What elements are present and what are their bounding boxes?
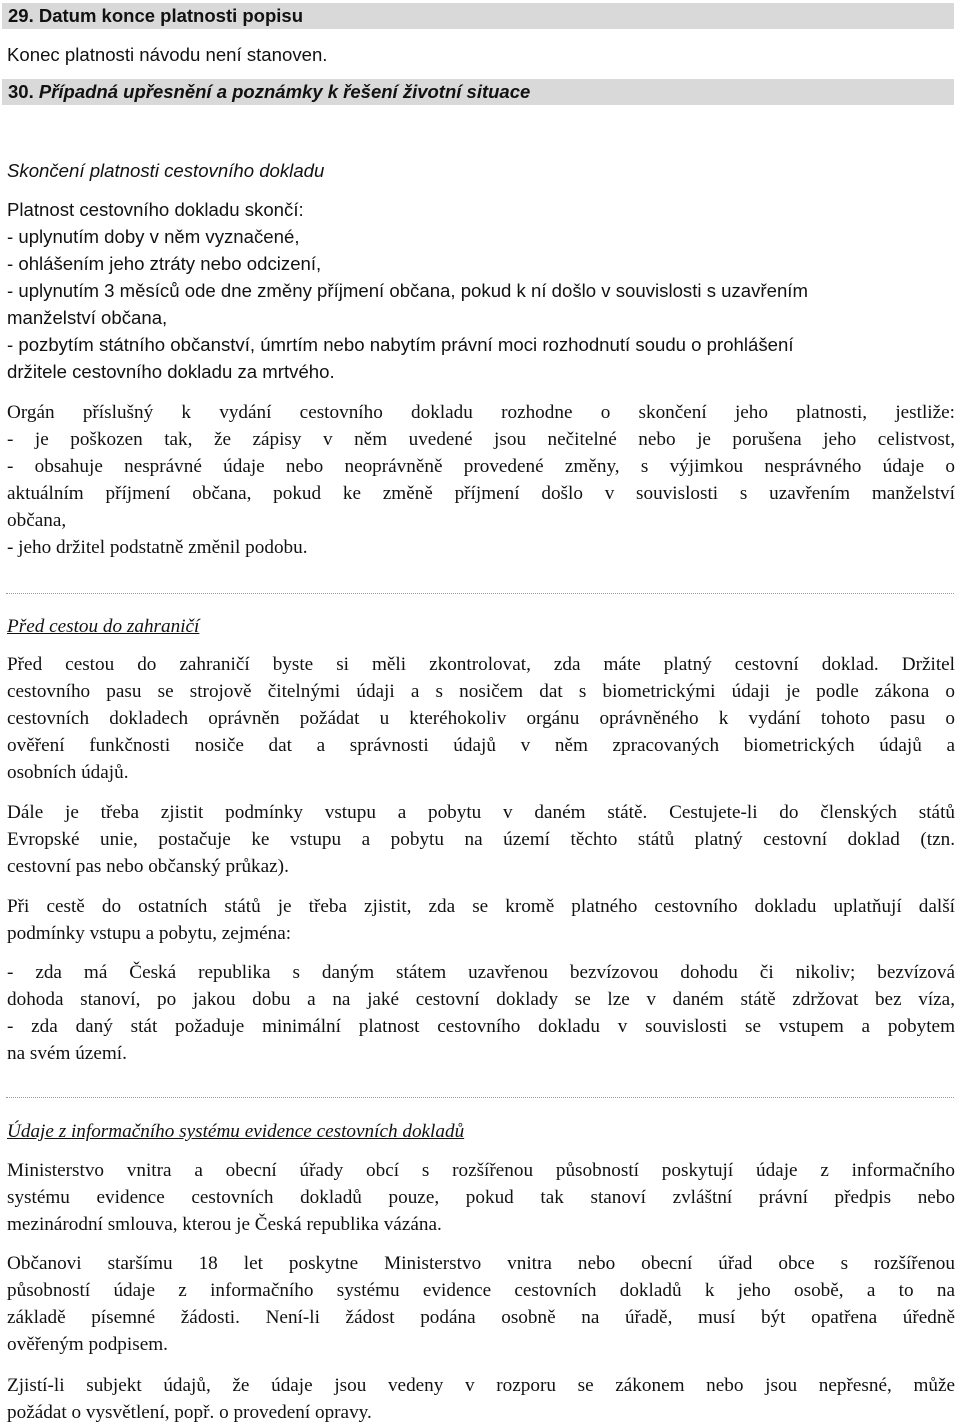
authority-line: - je poškozen tak, že zápisy v něm uvedené jsou nečitelné nebo je porušena jeho celistvost,	[7, 429, 955, 450]
paragraph-line: podmínky vstupu a pobytu, zejména:	[7, 923, 292, 944]
paragraph-line: na svém území.	[7, 1043, 127, 1064]
paragraph-line: systému evidence cestovních dokladů pouze, pokud tak stanoví zvláštní právní předpis nebo	[7, 1187, 955, 1208]
paragraph-line: Občanovi staršímu 18 let poskytne Ministerstvo vnitra nebo obecní úřad obce s rozšířenou	[7, 1253, 955, 1274]
paragraph-line: základě písemné žádosti. Není-li žádost podána osobně na úřadě, musí být opatřena úředně	[7, 1307, 955, 1328]
registry-paragraph-3	[7, 1372, 955, 1426]
expiry-line: manželství občana,	[7, 307, 168, 328]
section-30-number: 30.	[8, 81, 34, 102]
expiry-section	[7, 157, 955, 385]
divider	[6, 593, 954, 594]
paragraph-line: osobních údajů.	[7, 762, 129, 783]
paragraph-line: ověření funkčnosti nosiče dat a správnosti údajů v něm zpracovaných biometrických údajů a	[7, 735, 955, 756]
section-29-header	[2, 3, 954, 29]
before-travel-paragraph-2	[7, 799, 955, 880]
authority-paragraph	[7, 399, 955, 561]
registry-section	[7, 1118, 955, 1145]
paragraph-line: mezinárodní smlouva, kterou je Česká republika vázána.	[7, 1214, 442, 1235]
paragraph-line: působností údaje z informačního systému evidence cestovních dokladů k jeho osobě, a to na	[7, 1280, 955, 1301]
authority-line: občana,	[7, 510, 67, 531]
paragraph-line: dohoda stanoví, po jakou dobu a na jaké cestovní doklady se lze v daném státě zdržovat bez víza,	[7, 989, 955, 1010]
authority-line: - jeho držitel podstatně změnil podobu.	[7, 537, 308, 558]
paragraph-line: požádat o vysvětlení, popř. o provedení opravy.	[7, 1402, 372, 1423]
authority-line: - obsahuje nesprávné údaje nebo neoprávněně provedené změny, s výjimkou nesprávného údaje o	[7, 456, 955, 477]
expiry-line: - uplynutím doby v něm vyznačené,	[7, 226, 300, 247]
expiry-heading: Skončení platnosti cestovního dokladu	[7, 160, 325, 181]
paragraph-line: Před cestou do zahraničí byste si měli zkontrolovat, zda máte platný cestovní doklad. Držitel	[7, 654, 955, 675]
before-travel-section	[7, 613, 955, 640]
paragraph-line: cestovní pas nebo občanský průkaz).	[7, 856, 289, 877]
section-30-title: Případná upřesnění a poznámky k řešení životní situace	[38, 81, 531, 102]
section-29-text: Konec platnosti návodu není stanoven.	[7, 44, 328, 65]
expiry-line: držitele cestovního dokladu za mrtvého.	[7, 361, 335, 382]
paragraph-line: Evropské unie, postačuje ke vstupu a pobytu na území těchto států platný cestovní doklad (tzn.	[7, 829, 955, 850]
authority-line: aktuálním příjmení občana, pokud ke změně příjmení došlo v souvislosti s uzavřením manželství	[7, 483, 955, 504]
paragraph-line: cestovních dokladech oprávněn požádat u kteréhokoliv orgánu oprávněného k vydání tohoto pasu o	[7, 708, 955, 729]
paragraph-line: cestovního pasu se strojově čitelnými údaji a s nosičem dat s biometrickými údaji je podle zákona o	[7, 681, 955, 702]
before-travel-paragraph-1	[7, 651, 955, 786]
paragraph-line: Ministerstvo vnitra a obecní úřady obcí s rozšířenou působností poskytují údaje z informačního	[7, 1160, 955, 1181]
before-travel-paragraph-4	[7, 959, 955, 1067]
section-30-header	[2, 79, 954, 105]
paragraph-line: ověřeným podpisem.	[7, 1334, 168, 1355]
expiry-line: Platnost cestovního dokladu skončí:	[7, 199, 304, 220]
paragraph-line: - zda má Česká republika s daným státem uzavřenou bezvízovou dohodu či nikoliv; bezvízová	[7, 962, 955, 983]
registry-heading: Údaje z informačního systému evidence cestovních dokladů	[7, 1121, 465, 1142]
divider	[6, 1097, 954, 1098]
registry-paragraph-2	[7, 1250, 955, 1358]
section-29-title: 29. Datum konce platnosti popisu	[8, 5, 304, 26]
section-29-body	[7, 41, 955, 68]
expiry-line: - ohlášením jeho ztráty nebo odcizení,	[7, 253, 322, 274]
before-travel-paragraph-3	[7, 893, 955, 947]
expiry-line: - uplynutím 3 měsíců ode dne změny příjmení občana, pokud k ní došlo v souvislosti s uzavřením	[7, 280, 808, 301]
expiry-line: - pozbytím státního občanství, úmrtím nebo nabytím právní moci rozhodnutí soudu o prohlášení	[7, 334, 794, 355]
before-travel-heading: Před cestou do zahraničí	[7, 616, 200, 637]
authority-line: Orgán příslušný k vydání cestovního dokladu rozhodne o skončení jeho platnosti, jestliže:	[7, 402, 955, 423]
registry-paragraph-1	[7, 1157, 955, 1238]
paragraph-line: Dále je třeba zjistit podmínky vstupu a pobytu v daném státě. Cestujete-li do členských států	[7, 802, 955, 823]
paragraph-line: Zjistí-li subjekt údajů, že údaje jsou vedeny v rozporu se zákonem nebo jsou nepřesné, může	[7, 1375, 955, 1396]
paragraph-line: Při cestě do ostatních států je třeba zjistit, zda se kromě platného cestovního dokladu uplatňují další	[7, 896, 955, 917]
paragraph-line: - zda daný stát požaduje minimální platnost cestovního dokladu v souvislosti se vstupem a pobytem	[7, 1016, 955, 1037]
